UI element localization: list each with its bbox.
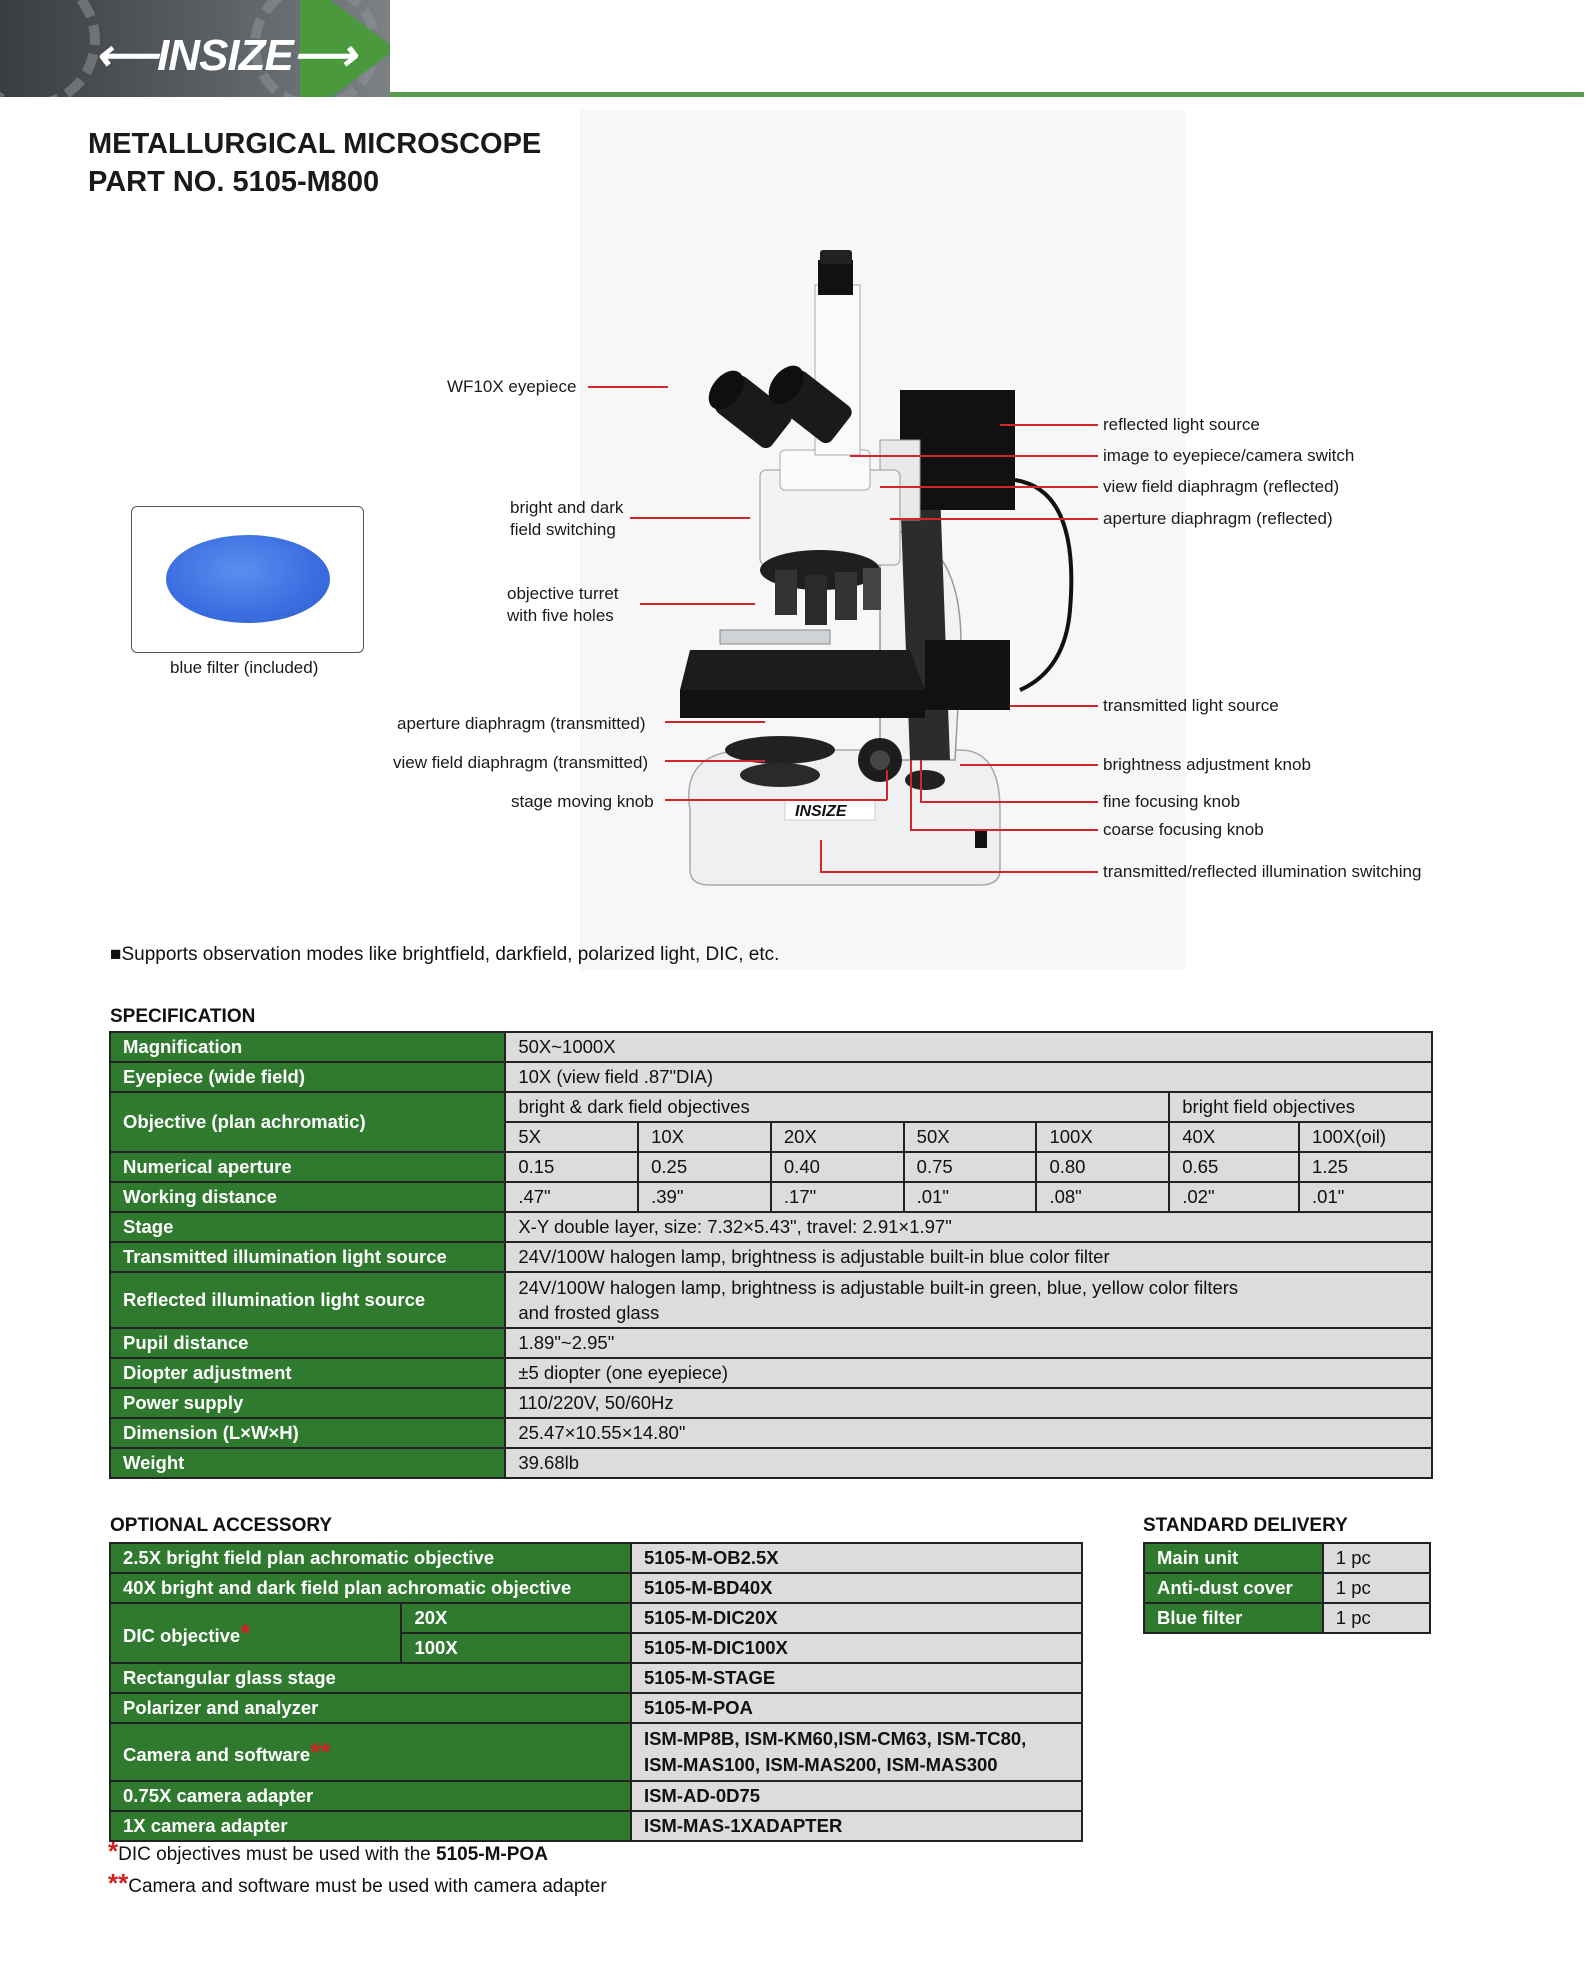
table-row [110,1723,1082,1781]
callout-line [890,518,1098,520]
asterisk-mark: * [240,1617,251,1648]
spec-cell: 0.80 [1036,1152,1169,1182]
spec-value: 25.47×10.55×14.80" [505,1418,1432,1448]
accessory-sublabel: 100X [401,1633,630,1663]
table-row [110,1212,1432,1242]
accessory-label: 0.75X camera adapter [110,1781,631,1811]
table-row [1144,1603,1430,1633]
delivery-table [1143,1542,1431,1634]
callout-aperture-reflected: aperture diaphragm (reflected) [1103,509,1333,528]
spec-label: Numerical aperture [110,1152,505,1182]
table-row [110,1543,1082,1573]
spec-cell: 1.25 [1299,1152,1432,1182]
spec-label: Pupil distance [110,1328,505,1358]
accessory-label: 2.5X bright field plan achromatic objective [110,1543,631,1573]
table-row [110,1062,1432,1092]
accessory-sublabel: 20X [401,1603,630,1633]
callout-line [960,764,1098,766]
callout-line [640,603,755,605]
spec-cell: 10X [638,1122,771,1152]
callout-fine-knob: fine focusing knob [1103,792,1241,811]
feature-bullet [110,944,779,966]
table-row [110,1152,1432,1182]
accessory-label: 1X camera adapter [110,1811,631,1841]
callout-eyepiece: WF10X eyepiece [447,377,577,396]
table-row [110,1242,1432,1272]
callout-transmitted-source: transmitted light source [1103,696,1279,715]
table-row [110,1328,1432,1358]
accessory-heading: OPTIONAL ACCESSORY [110,1515,333,1536]
spec-value: 110/220V, 50/60Hz [505,1388,1432,1418]
accessory-code: 5105-M-POA [631,1693,1082,1723]
accessory-code: ISM-MP8B, ISM-KM60,ISM-CM63, ISM-TC80, ISM-MAS100, ISM-MAS200, ISM-MAS300 [631,1723,1082,1781]
spec-heading: SPECIFICATION [110,1006,256,1027]
accessory-code: ISM-AD-0D75 [631,1781,1082,1811]
spec-label: Stage [110,1212,505,1242]
callout-bright-dark-2: field switching [510,520,616,539]
spec-value: 39.68lb [505,1448,1432,1478]
callout-line [910,760,912,830]
spec-cell: 20X [771,1122,904,1152]
table-row [110,1573,1082,1603]
gear-decoration-icon [0,0,100,97]
table-row [110,1418,1432,1448]
spec-label: Power supply [110,1388,505,1418]
spec-label: Diopter adjustment [110,1358,505,1388]
spec-cell: 0.40 [771,1152,904,1182]
spec-cell: 0.15 [505,1152,638,1182]
spec-label: Eyepiece (wide field) [110,1062,505,1092]
spec-cell: 40X [1169,1122,1299,1152]
callout-line [820,871,1098,873]
spec-label: Transmitted illumination light source [110,1242,505,1272]
table-row [110,1693,1082,1723]
callout-bright-dark-1: bright and dark [510,498,624,517]
spec-cell: 0.25 [638,1152,771,1182]
table-row [110,1448,1432,1478]
delivery-heading: STANDARD DELIVERY [1143,1515,1348,1536]
spec-cell: .47" [505,1182,638,1212]
brand-logo: ⟵INSIZE⟶ [95,31,355,80]
callout-line [665,721,765,723]
spec-value: ±5 diopter (one eyepiece) [505,1358,1432,1388]
callout-line [886,770,888,800]
spec-cell: .39" [638,1182,771,1212]
header-banner [0,0,390,97]
callout-line [920,760,922,802]
accessory-code: 5105-M-BD40X [631,1573,1082,1603]
bullet-square-icon: ■ [110,944,122,965]
asterisk-mark: ** [310,1736,331,1767]
callout-line [665,799,887,801]
accessory-label: 40X bright and dark field plan achromatic objective [110,1573,631,1603]
spec-label: Working distance [110,1182,505,1212]
delivery-item: Main unit [1144,1543,1323,1573]
callout-turret-2: with five holes [507,606,614,625]
callout-line [1000,424,1098,426]
table-row [1144,1573,1430,1603]
blue-filter-image [166,535,330,623]
table-row [110,1272,1432,1328]
spec-value: 10X (view field .87"DIA) [505,1062,1432,1092]
callout-line [910,829,1098,831]
accessory-label: DIC objective* [110,1603,401,1663]
table-row [110,1032,1432,1062]
callout-line [588,386,668,388]
callout-line [1010,705,1098,707]
spec-value: bright field objectives [1169,1092,1432,1122]
footnote-camera: **Camera and software must be used with camera adapter [108,1868,607,1898]
spec-value: bright & dark field objectives [505,1092,1169,1122]
spec-table [109,1031,1433,1479]
blue-filter-card [131,506,364,653]
callout-line [850,455,1098,457]
callout-viewfield-transmitted: view field diaphragm (transmitted) [393,753,649,772]
spec-label: Dimension (L×W×H) [110,1418,505,1448]
callout-line [665,760,765,762]
callout-line [820,840,822,872]
spec-value: X-Y double layer, size: 7.32×5.43", travel: 2.91×1.97" [505,1212,1432,1242]
table-row [110,1092,1432,1122]
callout-stage-knob: stage moving knob [511,792,654,811]
spec-cell: 5X [505,1122,638,1152]
asterisk-mark: ** [108,1868,129,1898]
callout-line [880,486,1098,488]
feature-bullet-text: Supports observation modes like brightfield, darkfield, polarized light, DIC, etc. [121,944,780,965]
part-number: PART NO. 5105-M800 [88,166,380,198]
spec-cell: .02" [1169,1182,1299,1212]
spec-value: 1.89"~2.95" [505,1328,1432,1358]
accessory-label: Camera and software** [110,1723,631,1781]
callout-brightness-knob: brightness adjustment knob [1103,755,1311,774]
callout-line [920,801,1098,803]
accessory-code: ISM-MAS-1XADAPTER [631,1811,1082,1841]
spec-cell: 100X [1036,1122,1169,1152]
spec-label: Objective (plan achromatic) [110,1092,505,1152]
callout-camera-switch: image to eyepiece/camera switch [1103,446,1355,465]
accessory-code: 5105-M-DIC20X [631,1603,1082,1633]
footnote-dic: *DIC objectives must be used with the 5105-M-POA [108,1836,548,1866]
callout-coarse-knob: coarse focusing knob [1103,820,1264,839]
header-divider [390,92,1584,97]
table-row [110,1781,1082,1811]
microscope-illustration [580,110,1185,970]
table-row [110,1663,1082,1693]
delivery-qty: 1 pc [1323,1573,1430,1603]
spec-cell: 0.75 [904,1152,1037,1182]
spec-label: Weight [110,1448,505,1478]
table-row [1144,1543,1430,1573]
table-row [110,1182,1432,1212]
accessory-code: 5105-M-OB2.5X [631,1543,1082,1573]
delivery-qty: 1 pc [1323,1603,1430,1633]
table-row [110,1603,1082,1633]
delivery-item: Blue filter [1144,1603,1323,1633]
spec-value: 24V/100W halogen lamp, brightness is adjustable built-in blue color filter [505,1242,1432,1272]
callout-turret-1: objective turret [507,584,619,603]
accessory-code: 5105-M-STAGE [631,1663,1082,1693]
accessory-label: Polarizer and analyzer [110,1693,631,1723]
accessory-label: Rectangular glass stage [110,1663,631,1693]
accessory-table [109,1542,1083,1842]
spec-cell: .17" [771,1182,904,1212]
table-row [110,1358,1432,1388]
microscope-photo [580,110,1185,970]
spec-cell: .01" [904,1182,1037,1212]
spec-cell: .01" [1299,1182,1432,1212]
delivery-qty: 1 pc [1323,1543,1430,1573]
callout-aperture-transmitted: aperture diaphragm (transmitted) [397,714,646,733]
asterisk-mark: * [108,1836,119,1866]
spec-cell: 100X(oil) [1299,1122,1432,1152]
spec-cell: .08" [1036,1182,1169,1212]
blue-filter-caption: blue filter (included) [170,658,319,677]
callout-illumination-switch: transmitted/reflected illumination switching [1103,862,1422,881]
table-row [110,1388,1432,1418]
callout-line [630,517,750,519]
spec-cell: 0.65 [1169,1152,1299,1182]
base-logo: INSIZE [795,803,847,820]
delivery-item: Anti-dust cover [1144,1573,1323,1603]
spec-value: 24V/100W halogen lamp, brightness is adjustable built-in green, blue, yellow color filters and frosted glass [505,1272,1432,1328]
spec-label: Magnification [110,1032,505,1062]
page-title: METALLURGICAL MICROSCOPE [88,128,542,160]
callout-viewfield-reflected: view field diaphragm (reflected) [1103,477,1340,496]
spec-label: Reflected illumination light source [110,1272,505,1328]
spec-value: 50X~1000X [505,1032,1432,1062]
accessory-code: 5105-M-DIC100X [631,1633,1082,1663]
callout-reflected-source: reflected light source [1103,415,1260,434]
spec-cell: 50X [904,1122,1037,1152]
